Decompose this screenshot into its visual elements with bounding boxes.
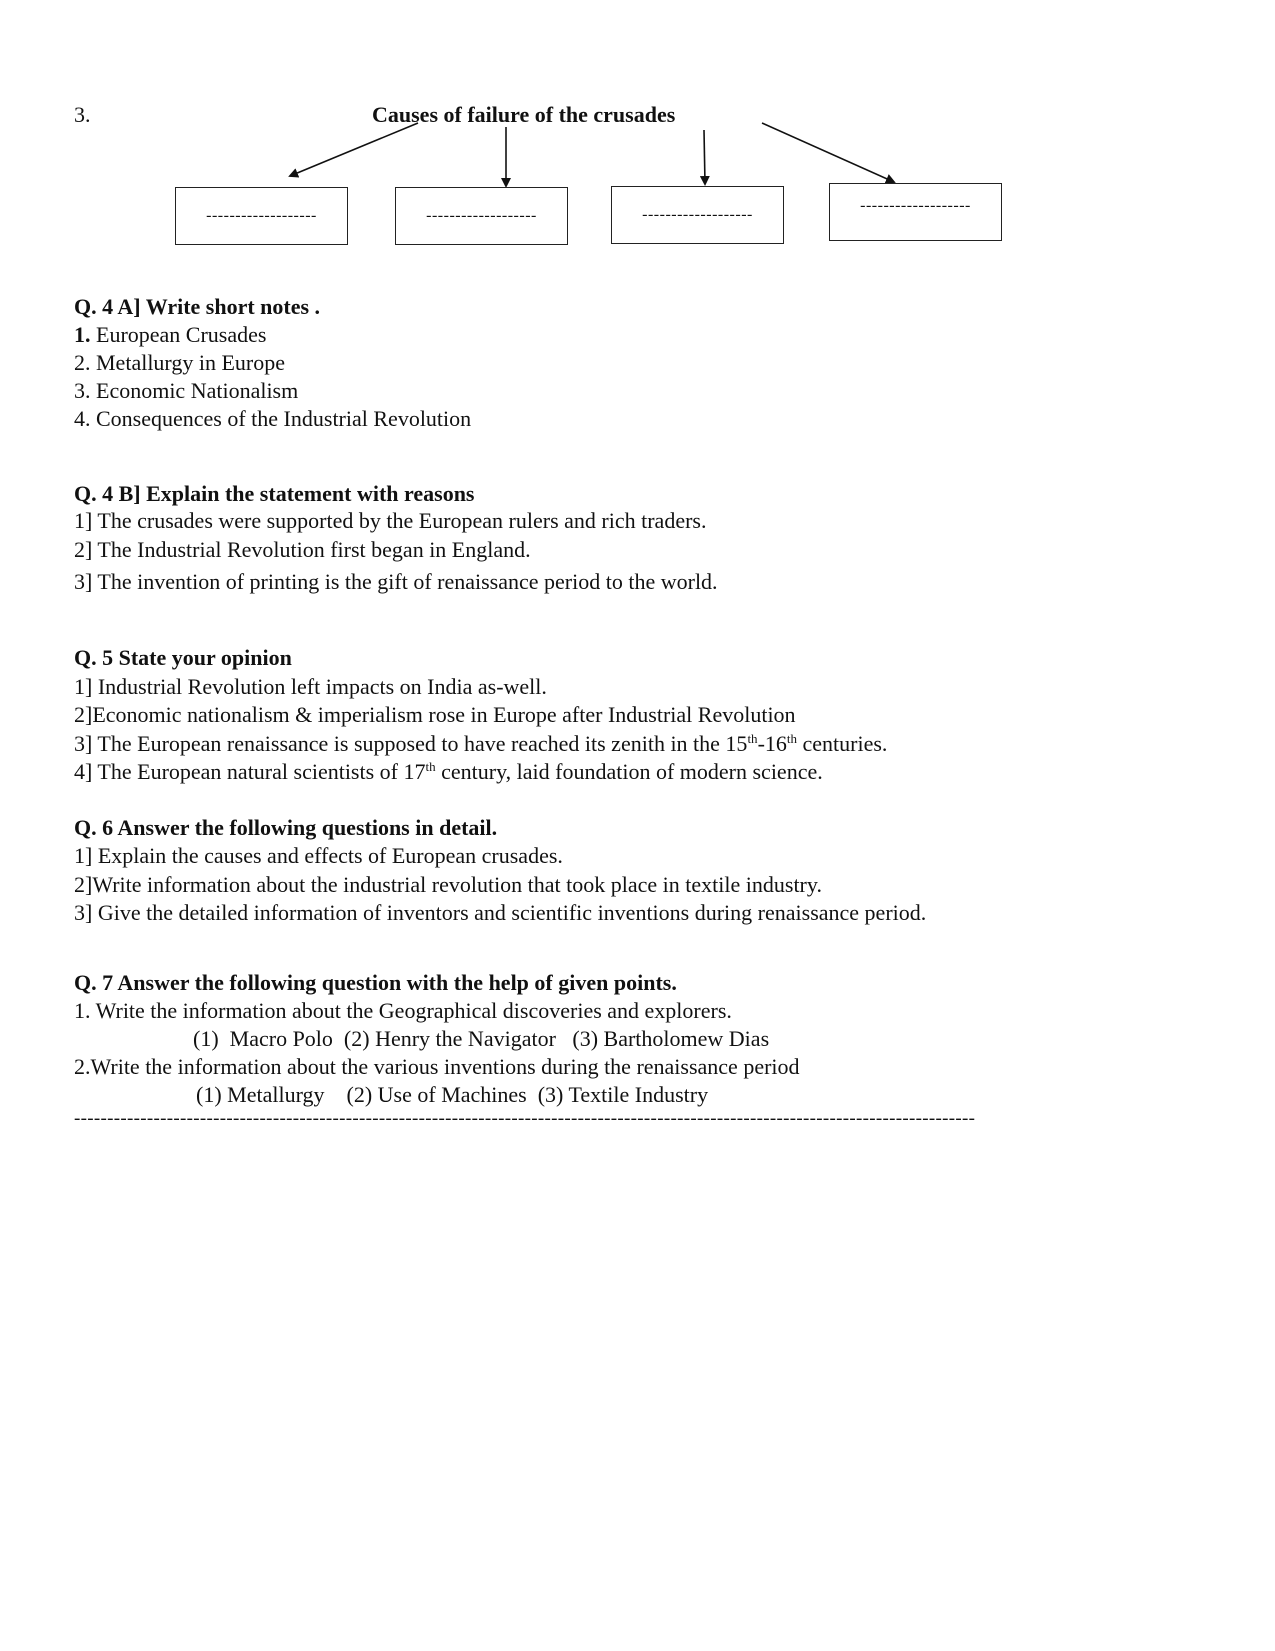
q7-item-2: 2.Write the information about the various inventions during the renaissance period bbox=[74, 1054, 800, 1079]
q4a-heading: Q. 4 A] Write short notes . bbox=[74, 294, 321, 319]
q4b-heading: Q. 4 B] Explain the statement with reasons bbox=[74, 481, 475, 506]
cause-box-3 bbox=[611, 186, 784, 244]
cause-box-4 bbox=[829, 183, 1002, 241]
q5-item-4-text: century, laid foundation of modern science. bbox=[435, 759, 823, 784]
superscript: th bbox=[747, 731, 758, 746]
q5-item-4-text: 4] The European natural scientists of 17 bbox=[74, 759, 426, 784]
cause-box-1 bbox=[175, 187, 348, 245]
q4b-item-2: 2] The Industrial Revolution first began in England. bbox=[74, 537, 531, 562]
q4a-item-1 bbox=[74, 322, 266, 348]
q4a-item-text: European Crusades bbox=[90, 322, 267, 347]
arrow-4 bbox=[762, 123, 894, 182]
q5-item-3-text: 3] The European renaissance is supposed to have reached its zenith in the 15 bbox=[74, 731, 748, 756]
superscript: th bbox=[425, 759, 436, 774]
superscript: th bbox=[786, 731, 798, 746]
q7-item-1-points: (1) Macro Polo (2) Henry the Navigator (3) Bartholomew Dias bbox=[193, 1026, 770, 1051]
q5-item-3 bbox=[74, 731, 887, 757]
cause-box-placeholder: ------------------- bbox=[642, 206, 753, 223]
q4b-item-1: 1] The crusades were supported by the European rulers and rich traders. bbox=[74, 508, 707, 533]
arrow-3 bbox=[704, 130, 705, 184]
q4a-item-4: 4. Consequences of the Industrial Revolution bbox=[74, 406, 472, 431]
q5-heading: Q. 5 State your opinion bbox=[74, 645, 292, 670]
cause-box-placeholder: ------------------- bbox=[860, 197, 971, 214]
q7-item-2-points: (1) Metallurgy (2) Use of Machines (3) Textile Industry bbox=[196, 1082, 709, 1107]
section-divider: ---------------------------------------------------------------------------------------------------------------------------------------- bbox=[74, 1108, 976, 1129]
q5-item-1: 1] Industrial Revolution left impacts on India as-well. bbox=[74, 674, 547, 699]
q4b-item-3: 3] The invention of printing is the gift of renaissance period to the world. bbox=[74, 569, 718, 594]
q6-item-2: 2]Write information about the industrial revolution that took place in textile industry. bbox=[74, 872, 822, 897]
q5-item-3-text: centuries. bbox=[797, 731, 888, 756]
q5-item-2: 2]Economic nationalism & imperialism rose in Europe after Industrial Revolution bbox=[74, 702, 796, 727]
q7-heading: Q. 7 Answer the following question with the help of given points. bbox=[74, 970, 677, 995]
cause-box-placeholder: ------------------- bbox=[426, 207, 537, 224]
diagram-title: Causes of failure of the crusades bbox=[372, 102, 676, 127]
q5-item-4 bbox=[74, 759, 823, 785]
q6-item-1: 1] Explain the causes and effects of European crusades. bbox=[74, 843, 563, 868]
q6-heading: Q. 6 Answer the following questions in detail. bbox=[74, 815, 498, 840]
arrow-1 bbox=[290, 123, 418, 176]
question-number: 3. bbox=[74, 102, 91, 127]
cause-box-placeholder: ------------------- bbox=[206, 207, 317, 224]
cause-box-2 bbox=[395, 187, 568, 245]
q7-item-1: 1. Write the information about the Geographical discoveries and explorers. bbox=[74, 998, 732, 1023]
q4a-item-number: 1. bbox=[74, 322, 91, 347]
q4a-item-2: 2. Metallurgy in Europe bbox=[74, 350, 285, 375]
q6-item-3: 3] Give the detailed information of inventors and scientific inventions during renaissance period. bbox=[74, 900, 927, 925]
q5-item-3-text: -16 bbox=[757, 731, 787, 756]
q4a-item-3: 3. Economic Nationalism bbox=[74, 378, 299, 403]
